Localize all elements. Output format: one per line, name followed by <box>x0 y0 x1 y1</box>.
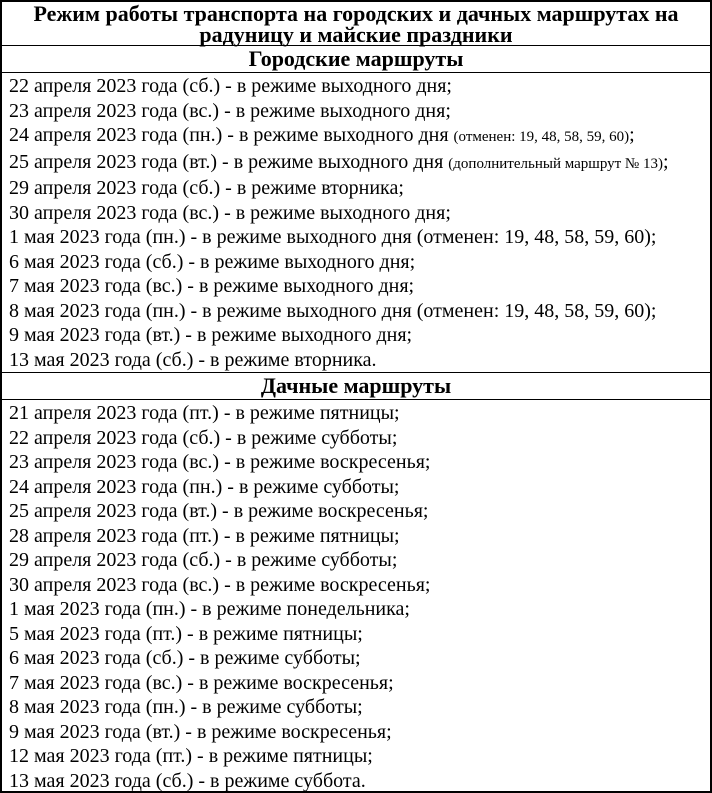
schedule-row: 1 мая 2023 года (пн.) - в режиме понедельника; <box>9 598 410 620</box>
section-rows <box>2 400 710 793</box>
section <box>2 372 710 793</box>
schedule-row: 7 мая 2023 года (вс.) - в режиме выходного дня; <box>9 275 415 297</box>
schedule-row: 23 апреля 2023 года (вс.) - в режиме воскресенья; <box>9 451 431 473</box>
route-note: (отменен: 19, 48, 58, 59, 60) <box>453 129 630 145</box>
schedule-row: 8 мая 2023 года (пн.) - в режиме выходного дня (отменен: 19, 48, 58, 59, 60); <box>9 299 657 322</box>
schedule-row: 23 апреля 2023 года (вс.) - в режиме выходного дня; <box>9 99 451 122</box>
schedule-row: 29 апреля 2023 года (сб.) - в режиме вторника; <box>9 177 404 199</box>
page-title: Режим работы транспорта на городских и дачных маршрутах на радуницу и майские праздники <box>33 1 679 47</box>
schedule-row: 12 мая 2023 года (пт.) - в режиме пятницы; <box>9 745 373 767</box>
section-rows <box>2 73 710 372</box>
schedule-row: 30 апреля 2023 года (вс.) - в режиме выходного дня; <box>9 201 451 224</box>
schedule-row: 1 мая 2023 года (пн.) - в режиме выходного дня (отменен: 19, 48, 58, 59, 60); <box>9 226 657 248</box>
schedule-row: 25 апреля 2023 года (вт.) - в режиме выходного дня (дополнительный маршрут № 13); <box>9 150 669 173</box>
schedule-row: 8 мая 2023 года (пн.) - в режиме субботы; <box>9 696 363 718</box>
sections <box>2 45 710 793</box>
schedule-row: 24 апреля 2023 года (пн.) - в режиме выходного дня (отменен: 19, 48, 58, 59, 60); <box>9 124 635 146</box>
schedule-row: 6 мая 2023 года (сб.) - в режиме субботы; <box>9 647 361 669</box>
schedule-row: 9 мая 2023 года (вт.) - в режиме выходного дня; <box>9 324 413 346</box>
schedule-row: 28 апреля 2023 года (пт.) - в режиме пятницы; <box>9 524 400 547</box>
section-header: Дачные маршруты <box>2 372 710 400</box>
schedule-row: 29 апреля 2023 года (сб.) - в режиме субботы; <box>9 549 398 571</box>
schedule-row: 7 мая 2023 года (вс.) - в режиме воскресенья; <box>9 671 394 694</box>
schedule-row: 22 апреля 2023 года (сб.) - в режиме выходного дня; <box>9 75 452 97</box>
schedule-row: 21 апреля 2023 года (пт.) - в режиме пятницы; <box>9 402 400 424</box>
schedule-row: 13 мая 2023 года (сб.) - в режиме суббота. <box>9 769 366 792</box>
schedule-row: 24 апреля 2023 года (пн.) - в режиме субботы; <box>9 475 400 498</box>
schedule-row: 13 мая 2023 года (сб.) - в режиме вторника. <box>9 348 377 371</box>
section <box>2 45 710 372</box>
schedule-row: 25 апреля 2023 года (вт.) - в режиме воскресенья; <box>9 500 429 522</box>
route-note: (дополнительный маршрут № 13) <box>448 155 663 172</box>
section-header: Городские маршруты <box>2 45 710 73</box>
schedule-row: 5 мая 2023 года (пт.) - в режиме пятницы; <box>9 622 363 645</box>
schedule-row: 22 апреля 2023 года (сб.) - в режиме субботы; <box>9 426 398 449</box>
schedule-row: 9 мая 2023 года (вт.) - в режиме воскресенья; <box>9 720 392 743</box>
schedule-row: 6 мая 2023 года (сб.) - в режиме выходного дня; <box>9 250 416 273</box>
schedule-row: 30 апреля 2023 года (вс.) - в режиме воскресенья; <box>9 573 431 596</box>
